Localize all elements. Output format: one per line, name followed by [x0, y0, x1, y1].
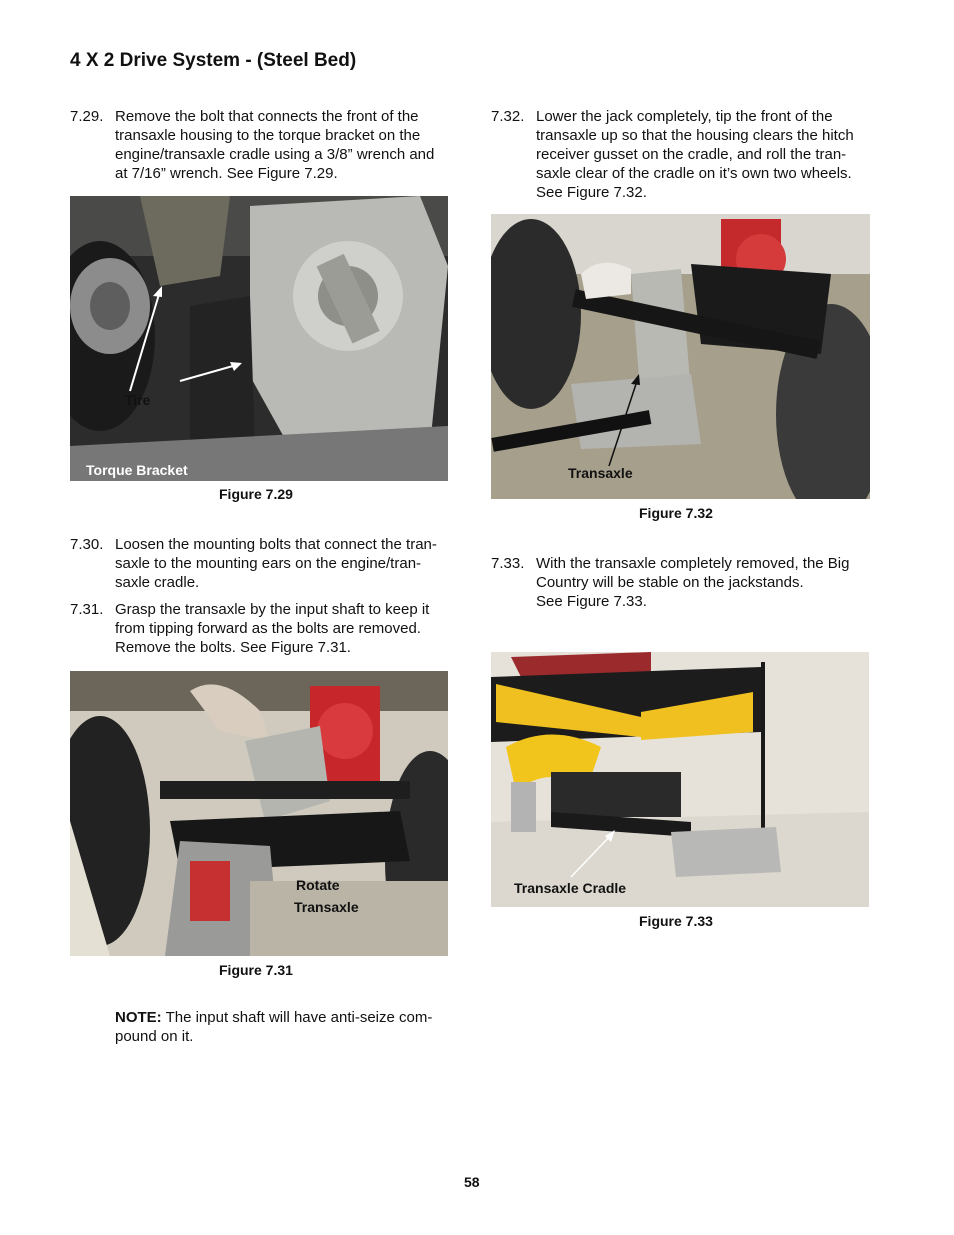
step-7-29 — [70, 107, 460, 187]
callout-rotate: Rotate — [296, 877, 340, 893]
step-7-31 — [70, 600, 460, 660]
callout-transaxle: Transaxle — [294, 899, 359, 915]
callout-transaxle: Transaxle — [568, 465, 633, 481]
step-7-32 — [491, 107, 881, 207]
page-heading: 4 X 2 Drive System - (Steel Bed) — [70, 50, 357, 71]
step-text: Lower the jack completely, tip the front of the transaxle up so that the housing clears the hitch receiver gusset on the cradle, and roll the tran- saxle clear of the cradle on it’s own two wheels. See Figure 7.32. — [536, 108, 854, 201]
step-7-30 — [70, 535, 460, 595]
figure-caption: Figure 7.29 — [219, 486, 293, 502]
step-number: 7.31. — [70, 601, 104, 618]
figure-caption: Figure 7.32 — [639, 505, 713, 521]
figure-7-31-photo — [70, 671, 448, 956]
step-number: 7.33. — [491, 555, 525, 572]
figure-7-32-photo — [491, 214, 870, 499]
callout-transaxle-cradle: Transaxle Cradle — [514, 880, 627, 896]
page-number: 58 — [464, 1174, 480, 1190]
step-number: 7.30. — [70, 536, 104, 553]
callout-torque-bracket: Torque Bracket — [86, 462, 188, 478]
callout-tire: Tire — [125, 392, 151, 408]
step-number: 7.29. — [70, 108, 104, 125]
step-7-33 — [491, 554, 881, 614]
note: NOTE: The input shaft will have anti-seize com- pound on it. — [115, 1009, 433, 1045]
step-number: 7.32. — [491, 108, 525, 125]
step-text: Remove the bolt that connects the front of the transaxle housing to the torque bracket on the engine/transaxle cradle using a 3/8” wrench and at 7/16” wrench. See Figure 7.29. — [115, 108, 435, 182]
figure-7-29-photo — [70, 196, 448, 481]
figure-7-33-photo — [491, 622, 869, 907]
step-text: Loosen the mounting bolts that connect the tran- saxle to the mounting ears on the engine/tran- saxle cradle. — [115, 536, 437, 591]
figure-caption: Figure 7.33 — [639, 913, 713, 929]
figure-caption: Figure 7.31 — [219, 962, 293, 978]
step-text: With the transaxle completely removed, the Big Country will be stable on the jackstands. See Figure 7.33. — [536, 555, 850, 610]
step-text: Grasp the transaxle by the input shaft to keep it from tipping forward as the bolts are removed. Remove the bolts. See Figure 7.31. — [115, 601, 430, 656]
note-label: NOTE: — [115, 1009, 162, 1026]
